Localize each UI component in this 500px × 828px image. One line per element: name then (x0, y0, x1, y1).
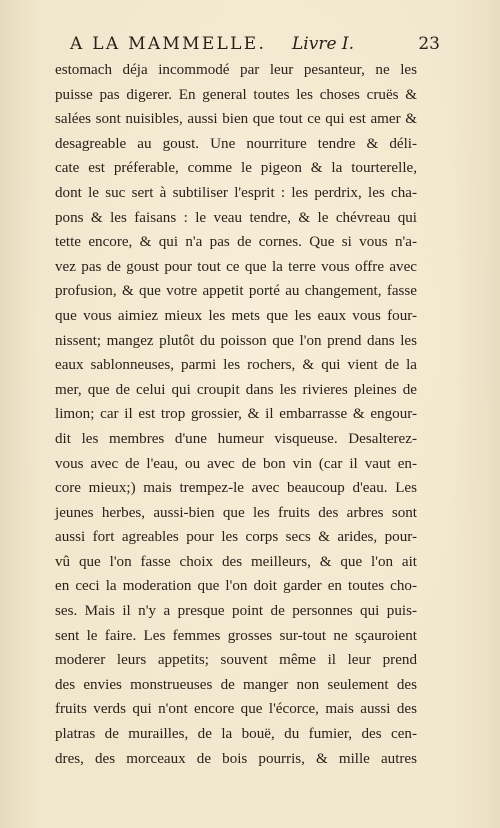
text-line: tette encore, & qui n'a pas de cornes. Que si vous n'a- (55, 234, 417, 251)
text-line: aussi fort agreables pour les corps secs & arides, pour- (55, 529, 417, 546)
text-line: profusion, & que votre appetit porté au changement, fasse (55, 283, 417, 300)
text-line: estomach déja incommodé par leur pesanteur, ne les (55, 62, 417, 78)
text-line: en ceci la moderation que l'on doit garder en toutes cho- (55, 578, 417, 595)
book-label: Livre I. (292, 34, 355, 54)
text-line: vû que l'on fasse choix des meilleurs, & que l'on ait (55, 553, 417, 570)
text-line: des envies monstrueuses de manger non seulement des (55, 676, 417, 693)
text-line: jeunes herbes, aussi-bien que les fruits des arbres sont (55, 504, 417, 521)
text-line: mer, que de celui qui croupit dans les rivieres pleines de (55, 381, 417, 398)
text-line: eaux sablonneuses, parmi les rochers, & qui vient de la (55, 357, 417, 374)
text-line: pons & les faisans : le veau tendre, & le chévreau qui (55, 209, 417, 226)
text-line: dit les membres d'une humeur visqueuse. Desalterez- (55, 430, 417, 447)
text-line: nissent; mangez plutôt du poisson que l'on prend dans les (55, 332, 417, 349)
text-line: fruits verds qui n'ont encore que l'écorce, mais aussi des (55, 701, 417, 718)
text-line: cate est préferable, comme le pigeon & la tourterelle, (55, 160, 417, 177)
running-head: A LA MAMMELLE. (70, 34, 267, 54)
text-line: vous avec de l'eau, ou avec de bon vin (car il vaut en- (55, 455, 417, 472)
text-line: salées sont nuisibles, aussi bien que tout ce qui est amer & (55, 111, 417, 128)
page-number: 23 (418, 34, 440, 54)
text-line: desagreable au goust. Une nourriture tendre & déli- (55, 135, 417, 152)
text-line: platras de murailles, de la bouë, du fumier, des cen- (55, 726, 417, 743)
text-line: dont le suc sert à subtiliser l'esprit : les perdrix, les cha- (55, 184, 417, 201)
text-line: sent le faire. Les femmes grosses sur-tout ne sçauroient (55, 627, 417, 644)
page-header (62, 34, 440, 58)
text-line: moderer leurs appetits; souvent même il leur prend (55, 652, 417, 669)
text-line: limon; car il est trop grossier, & il embarrasse & engour- (55, 406, 417, 423)
text-line: puisse pas digerer. En general toutes les choses cruës & (55, 86, 417, 103)
text-line: vez pas de goust pour tout ce que la terre vous offre avec (55, 258, 417, 275)
body-text (55, 58, 417, 771)
text-line: dres, des morceaux de bois pourris, & mille autres (55, 750, 417, 767)
text-line: core mieux;) mais trempez-le avec beaucoup d'eau. Les (55, 480, 417, 497)
text-line: que vous aimiez mieux les mets que les eaux vous four- (55, 307, 417, 324)
text-line: ses. Mais il n'y a presque point de personnes qui puis- (55, 603, 417, 620)
